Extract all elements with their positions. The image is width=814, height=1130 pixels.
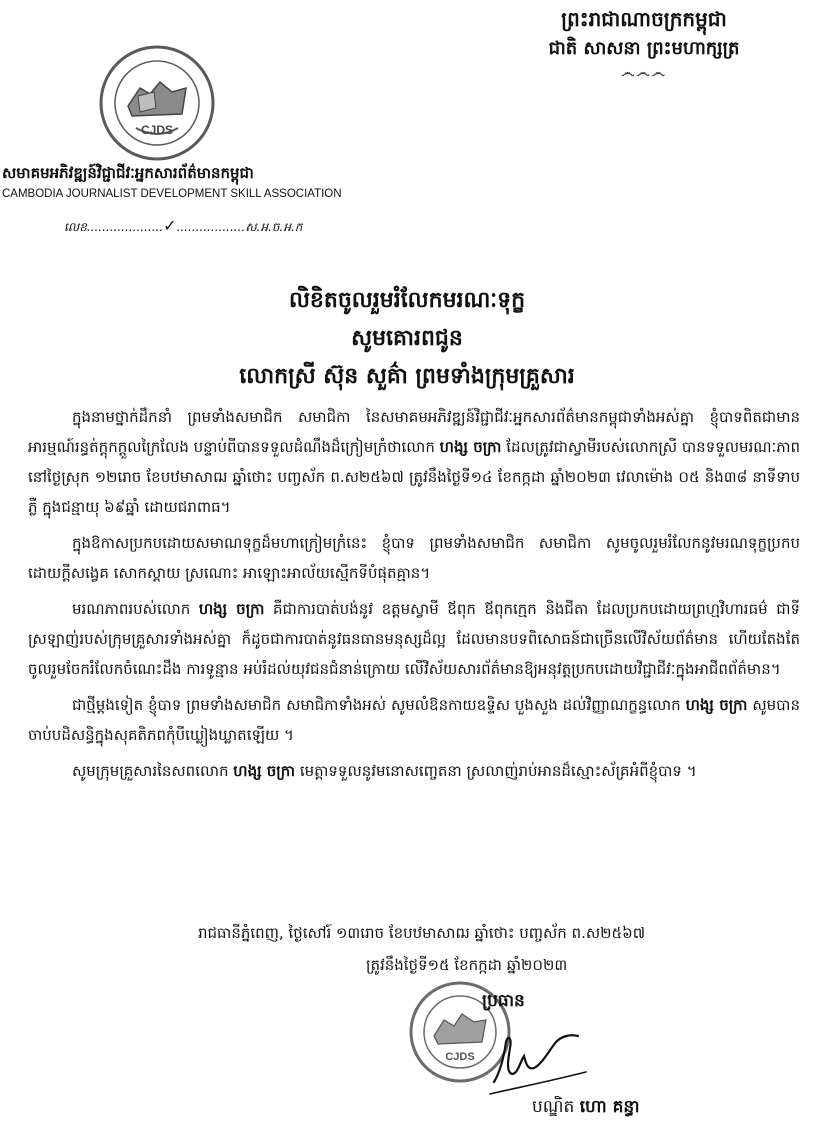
paragraph-1 — [28, 402, 800, 522]
paragraph-4-text-a: ជាថ្មីម្តងទៀត ខ្ញុំបាទ ព្រមទាំងសមាជិក សមាជិកាទាំងអស់ សូមលំឱនកាយឧទ្ទិស បួងសួង ដល់វិញ្ញាណក្ខន្ធលោក — [72, 696, 686, 714]
paragraph-5-text-a: សូមក្រុមគ្រួសារនៃសពលោក — [72, 762, 234, 780]
letter-title: លិខិតចូលរួមរំលែកមរណៈទុក្ខ — [288, 288, 526, 313]
organization-name-km: សមាគមអភិវឌ្ឍន៍វិជ្ជាជីវៈអ្នកសារព័ត៌មានកម្ពុជា — [2, 164, 254, 182]
paragraph-2: ក្នុងឱកាសប្រកបដោយសមាណទុក្ខដ៏មហាក្រៀមក្រំនេះ ខ្ញុំបាទ ព្រមទាំងសមាជិក សមាជិកា សូមចូលរួមរំលែកនូវមរណទុក្ខប្រកបដោយក្តីសង្វេគ សោកស្តាយ ស្រណោះ អាឡោះអាល័យស្មើកទីបំផុតគ្មាន។ — [28, 534, 800, 582]
salutation: សូមគោរពជូន — [351, 326, 463, 351]
stamp-text: CJDS — [445, 1051, 475, 1063]
reference-label: លេខ — [64, 220, 87, 234]
paragraph-4 — [28, 690, 800, 750]
deceased-name: ហង្ស ចក្រា — [439, 438, 502, 456]
deceased-name: ហង្ស ចក្រា — [198, 600, 265, 618]
paragraph-3 — [28, 594, 800, 684]
reference-dots-left: .................... — [86, 220, 164, 234]
signatory-position: ប្រធាន — [482, 991, 525, 1011]
deceased-name: ហង្ស ចក្រា — [233, 762, 296, 780]
reference-dots-right: .................. — [176, 220, 246, 234]
paragraph-4-text-b: សូមបានចាប់បដិសន្ធិក្នុងសុគតិភពកុំបីឃ្លៀងឃ្លាតឡើយ ។ — [28, 696, 800, 744]
paragraph-3-text-a: មរណភាពរបស់លោក — [72, 600, 199, 618]
paragraph-3-text-b: គឺជាការបាត់បង់នូវ ឧត្តមស្វាមី ឪពុក ឪពុកក្មេក និងជីតា ដែលប្រកបដោយព្រហ្មវិហារធម៌ ជាទីស្រឡាញ់របស់ក្រុមគ្រួសារទាំងអស់គ្នា ក៏ដូចជាការបាត់នូវធនធានមនុស្សដ៏ល្អ ដែលមានបទពិសោធន៍ជាច្រើនលើវិស័យព័ត៌មាន ហើយតែងតែចូលរួមចែករំលែកចំណេះដឹង ការទូន្មាន អប់រំដល់យុវជនជំនាន់ក្រោយ លើវិស័យសារព័ត៌មានឱ្យអនុវត្តប្រកបដោយវិជ្ជាជីវៈក្នុងអាជីពព័ត៌មាន។ — [28, 600, 800, 678]
date-lunar: រាជធានីភ្នំពេញ, ថ្ងៃសៅរ៍ ១៣រោច ខែបឋមាសាឍ ឆ្នាំថោះ បញ្ចស័ក ព.ស២៥៦៧ — [198, 924, 646, 942]
paragraph-5 — [28, 756, 800, 786]
reference-suffix: ស.អ.ច.អ.ក — [245, 220, 303, 234]
reference-check-mark: ✓ — [163, 216, 177, 235]
signatory-honorific: បណ្ឌិត — [532, 1097, 580, 1117]
header-ornament: ෴෴෴ — [621, 65, 667, 81]
date-gregorian: ត្រូវនឹងថ្ងៃទី១៥ ខែកក្កដា ឆ្នាំ២០២៣ — [366, 956, 568, 974]
signatory-full-name: ហោ គន្ធា — [579, 1097, 640, 1117]
recipient: លោកស្រី ស៊ុន សួគ៌ា ព្រមទាំងក្រុមគ្រួសារ — [239, 364, 575, 389]
deceased-name: ហង្ស ចក្រា — [685, 696, 748, 714]
organization-name-en: CAMBODIA JOURNALIST DEVELOPMENT SKILL ASSOCIATION — [2, 188, 342, 200]
paragraph-5-text-b: មេត្តាទទួលនូវមនោសញ្ចេតនា ស្រលាញ់រាប់អានដ៏ស្មោះស័គ្រអំពីខ្ញុំបាទ ។ — [295, 762, 697, 780]
kingdom-header — [494, 4, 794, 82]
national-motto: ជាតិ សាសនា ព្រះមហាក្សត្រ — [548, 38, 740, 59]
paragraph-1-text-b: ដែលត្រូវជាស្វាមីរបស់លោកស្រី បានទទួលមរណៈភាព នៅថ្ងៃស្រុក ១២រោច ខែបឋមាសាឍ ឆ្នាំថោះ បញ្ចស័ក ព.ស២៥៦៧ ត្រូវនឹងថ្ងៃទី១៤ ខែកក្កដា ឆ្នាំ២០២៣ វេលាម៉ោង ០៥ និង៣៨ នាទីទាបភ្លឺ ក្នុងជន្មាយុ ៦៩ឆ្នាំ ដោយជរាពាធ។ — [28, 438, 800, 516]
logo-text: CJDS — [140, 123, 174, 137]
handwritten-signature — [486, 1012, 596, 1102]
signatory-name — [532, 1096, 640, 1121]
letter-body — [28, 402, 800, 792]
reference-number — [64, 216, 302, 237]
cjds-logo — [98, 44, 216, 162]
paragraph-1-text-a: ក្នុងនាមថ្នាក់ដឹកនាំ ព្រមទាំងសមាជិក សមាជិកា នៃសមាគមអភិវឌ្ឍន៍វិជ្ជាជីវៈអ្នកសារព័ត៌មានកម្ពុជាទាំងអស់គ្នា ខ្ញុំបាទពិតជាមានអារម្មណ៍រន្ធត់ក្តុកក្តួលក្រៃលែង បន្ទាប់ពីបានទទួលដំណឹងដ៏ក្រៀមក្រំថាលោក — [28, 408, 800, 456]
kingdom-title: ព្រះរាជាណាចក្រកម្ពុជា — [561, 7, 727, 31]
